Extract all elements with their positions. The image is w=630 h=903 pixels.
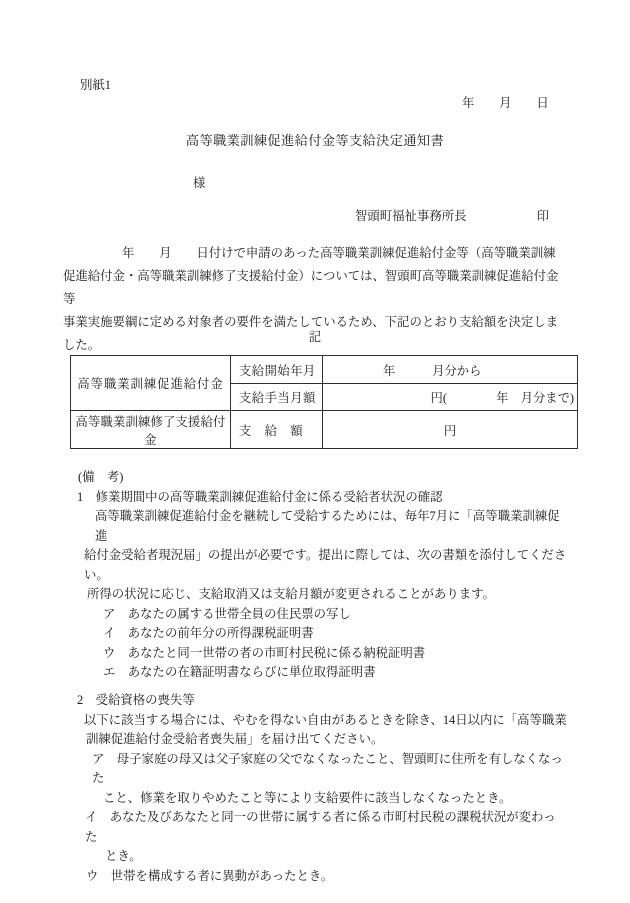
payment-start-label-cell: 支給開始年月 <box>231 356 323 384</box>
remarks-section <box>63 468 568 886</box>
issuer-name: 智頭町福祉事務所長 <box>355 209 467 223</box>
body-line: 促進給付金・高等職業訓練修了支援給付金）については、智頭町高等職業訓練促進給付金等 <box>63 269 559 306</box>
benefits-table <box>70 355 578 449</box>
remarks-item: ウ 世帯を構成する者に異動があったとき。 <box>86 868 334 883</box>
seal-mark: 印 <box>536 209 549 223</box>
document-title: 高等職業訓練促進給付金等支給決定通知書 <box>185 133 445 148</box>
body-line: した。 <box>63 338 101 352</box>
remarks-section1-title: 1 修業期間中の高等職業訓練促進給付金に係る受給者状況の確認 <box>77 489 443 504</box>
remarks-line: 訓練促進給付金受給者喪失届」を届け出てください。 <box>86 732 384 746</box>
body-line: 事業実施要綱に定める対象者の要件を満たしているため、下記のとおり支給額を決定しま <box>63 315 559 329</box>
payment-start-value-cell: 年 月分から <box>323 356 578 384</box>
issuer-line <box>355 209 549 223</box>
remarks-item: ア あなたの属する世帯全員の住民票の写し <box>103 606 351 621</box>
remarks-item: イ あなたの前年分の所得課税証明書 <box>103 626 314 640</box>
remarks-line: 所得の状況に応じ、支給取消又は支給月額が変更されることがあります。 <box>87 587 495 601</box>
remarks-item: ウ あなたと同一世帯の者の市町村民税に係る納税証明書 <box>103 645 426 660</box>
remarks-section2-title: 2 受給資格の喪失等 <box>77 693 195 707</box>
remarks-line: 高等職業訓練促進給付金を継続して受給するためには、毎年7月に「高等職業訓練促進 <box>95 509 560 543</box>
benefit-name-cell: 高等職業訓練修了支援給付金 <box>71 411 231 449</box>
remarks-line: 以下に該当する場合には、やむを得ない自由があるときを除き、14日以内に「高等職業 <box>84 712 567 727</box>
remarks-item-continuation: こと、修業を取りやめたこと等により支給要件に該当しなくなったとき。 <box>103 790 512 805</box>
body-line: 年 月 日付けで申請のあった高等職業訓練促進給付金等（高等職業訓練 <box>122 246 556 260</box>
record-mark: 記 <box>308 330 322 344</box>
benefit-name-cell: 高等職業訓練促進給付金 <box>71 356 231 411</box>
remarks-item: イ あなた及びあなたと同一の世帯に属する者に係る市町村民税の課税状況が変わった <box>85 810 556 844</box>
monthly-amount-label-cell: 支給手当月額 <box>231 384 323 411</box>
monthly-amount-value-cell: 円( 年 月分まで) <box>323 384 578 411</box>
addressee-suffix: 様 <box>193 176 206 190</box>
remarks-item: エ あなたの在籍証明書ならびに単位取得証明書 <box>103 665 376 679</box>
payment-amount-label-cell: 支 給 額 <box>231 411 323 449</box>
remarks-item: ア 母子家庭の母又は父子家庭の父でなくなったこと、智頭町に住所を有しなくなった <box>92 751 563 785</box>
issue-date-blank: 年 月 日 <box>462 96 549 110</box>
remarks-line: 給付金受給者現況届」の提出が必要です。提出に際しては、次の書類を添付してください。 <box>84 548 567 582</box>
remarks-heading: (備 考) <box>78 470 124 484</box>
attachment-label: 別紙1 <box>80 78 111 92</box>
remarks-item-continuation: とき。 <box>105 849 142 863</box>
payment-amount-value-cell: 円 <box>323 411 578 449</box>
